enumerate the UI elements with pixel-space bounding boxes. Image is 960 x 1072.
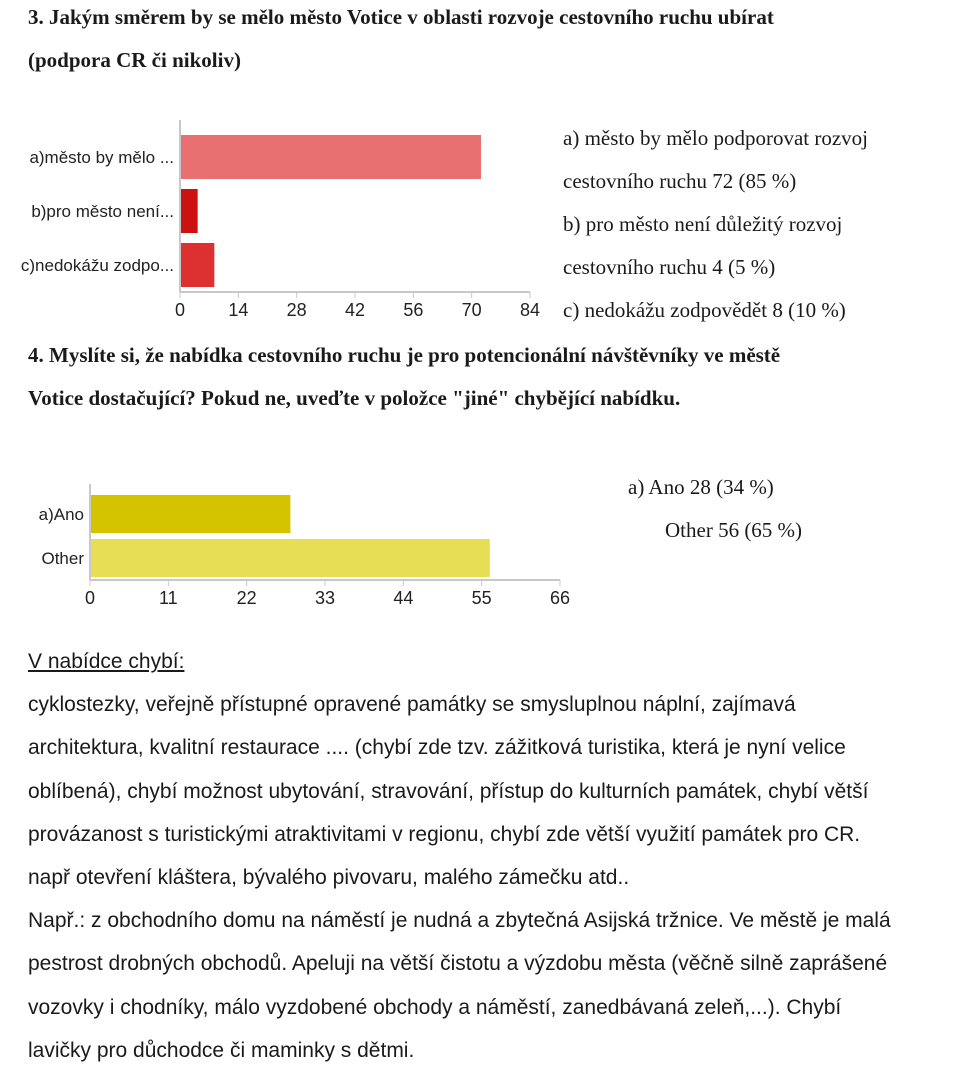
chart-question-4 — [0, 480, 600, 620]
category-label: b)pro město není... — [31, 202, 174, 221]
legend-line: cestovního ruchu 72 (85 %) — [563, 169, 797, 193]
bar — [181, 189, 198, 233]
x-tick-label: 0 — [174, 300, 186, 320]
category-label: a)Ano — [38, 505, 84, 524]
x-tick-label: 33 — [314, 588, 336, 608]
answer-line: pestrost drobných obchodů. Apeluji na větší čistotu a výzdobu města (věčně silně zaprášené — [28, 952, 888, 976]
bar — [91, 539, 490, 577]
legend-line: a) město by mělo podporovat rozvoj — [563, 126, 869, 150]
legend-line: a) Ano 28 (34 %) — [628, 475, 774, 499]
x-tick-label: 28 — [286, 300, 307, 320]
x-tick-label: 56 — [403, 300, 424, 320]
category-label: a)město by mělo ... — [29, 148, 174, 167]
question-4-heading — [28, 334, 780, 420]
x-tick-label: 55 — [471, 588, 492, 608]
question-3-title-line: 3. Jakým směrem by se mělo město Votice v oblasti rozvoje cestovního ruchu ubírat — [28, 5, 774, 29]
legend-line: Other 56 (65 %) — [665, 518, 803, 542]
legend-line: c) nedokážu zodpovědět 8 (10 %) — [563, 298, 846, 322]
answer-line: architektura, kvalitní restaurace .... (chybí zde tzv. zážitková turistika, která je nyní velice — [28, 736, 846, 760]
answer-line: oblíbená), chybí možnost ubytování, stravování, přístup do kulturních památek, chybí větší — [28, 779, 869, 803]
x-tick-label: 14 — [228, 300, 249, 320]
bar — [181, 243, 214, 287]
x-tick-label: 22 — [236, 588, 257, 608]
answer-line: cyklostezky, veřejně přístupné opravené památky se smysluplnou náplní, zajímavá — [28, 693, 796, 717]
chart-4-legend — [628, 466, 802, 552]
x-tick-label: 84 — [519, 300, 541, 320]
x-tick-label: 0 — [84, 588, 96, 608]
answers-heading: V nabídce chybí: — [28, 650, 185, 673]
x-tick-label: 70 — [461, 300, 482, 320]
answer-line: provázanost s turistickými atraktivitami v regionu, chybí zde větší využití památek pro CR. — [28, 822, 861, 846]
answer-line: Např.: z obchodního domu na náměstí je nudná a zbytečná Asijská tržnice. Ve městě je malá — [28, 909, 891, 933]
x-tick-label: 66 — [549, 588, 571, 608]
answer-line: lavičky pro důchodce či maminky s dětmi. — [28, 1038, 415, 1062]
category-label: Other — [41, 549, 84, 568]
missing-offer-answers — [28, 640, 960, 1072]
question-3-title-line: (podpora CR či nikoliv) — [28, 48, 241, 72]
legend-line: b) pro město není důležitý rozvoj — [563, 212, 843, 236]
bar — [91, 495, 290, 533]
question-3-heading — [28, 0, 774, 82]
x-tick-label: 11 — [158, 588, 178, 608]
question-4-title-line: 4. Myslíte si, že nabídka cestovního ruchu je pro potencionální návštěvníky ve městě — [28, 343, 781, 367]
answer-line: např otevření kláštera, bývalého pivovaru, malého zámečku atd.. — [28, 866, 630, 890]
legend-line: cestovního ruchu 4 (5 %) — [563, 255, 776, 279]
x-tick-label: 42 — [344, 300, 366, 320]
bar — [181, 135, 481, 179]
x-tick-label: 44 — [393, 588, 414, 608]
chart-3-legend — [563, 117, 868, 332]
chart-question-3 — [0, 120, 560, 330]
question-4-title-line: Votice dostačující? Pokud ne, uveďte v položce "jiné" chybějící nabídku. — [28, 386, 681, 410]
answer-line: vozovky i chodníky, málo vyzdobené obchody a náměstí, zanedbávaná zeleň,...). Chybí — [28, 995, 842, 1019]
category-label: c)nedokážu zodpo... — [20, 256, 174, 275]
